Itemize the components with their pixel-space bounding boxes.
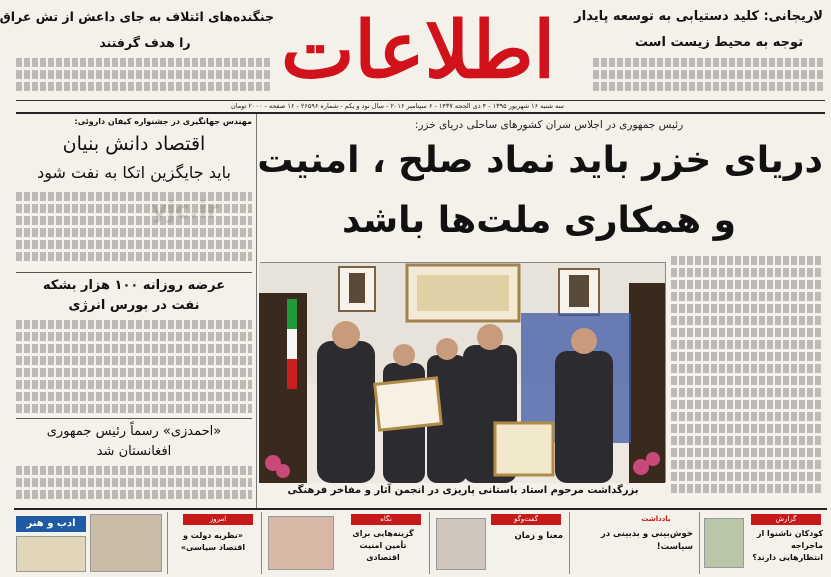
bottom-item-1[interactable]	[699, 512, 827, 574]
bottom-item-5-title: «نظریه دولت و اقتصاد سیاسی»	[180, 531, 246, 552]
left-rule-2	[16, 418, 252, 419]
left-story3-body	[16, 466, 252, 506]
main-photo[interactable]	[260, 262, 666, 482]
left-story2-headline-1[interactable]: عرضه روزانه ۱۰۰ هزار بشکه	[42, 278, 226, 293]
bottom-item-3-thumb	[436, 518, 486, 570]
main-story-body	[671, 256, 823, 502]
left-column-divider	[256, 114, 257, 510]
left-story-headline-2[interactable]: باید جایگزین اتکا به نفت شود	[37, 163, 231, 182]
bottom-item-5[interactable]	[167, 512, 259, 574]
masthead-rule-bottom	[16, 112, 825, 114]
top-right-body	[593, 58, 823, 96]
bottom-item-4-title: گزینه‌هایی برای تأمین امنیت اقتصادی	[352, 529, 414, 562]
bottom-item-3-title: معنا و زمان	[514, 531, 563, 541]
bottom-item-3[interactable]	[429, 512, 567, 574]
main-headline-line-1[interactable]: دریای خزر باید نماد صلح ، امنیت	[257, 140, 823, 181]
bottom-item-6[interactable]	[14, 512, 164, 574]
bottom-item-3-tag: گفت‌وگو	[491, 514, 561, 525]
bottom-item-2[interactable]	[569, 512, 697, 574]
left-story2-body	[16, 320, 252, 416]
top-left-body	[16, 58, 272, 96]
bottom-strip-rule	[14, 508, 827, 510]
bottom-item-4-thumb	[268, 516, 334, 570]
top-left-subhead[interactable]: را هدف گرفتند	[99, 35, 191, 50]
bottom-item-1-title: کودکان ناشنوا از ماجراجه انتظارهایی دارند؟	[752, 529, 823, 562]
left-rule-1	[16, 272, 252, 273]
bottom-item-6-thumb-2	[16, 536, 86, 572]
bottom-item-2-title: خوش‌بینی و بدبینی در سیاست!	[600, 529, 693, 552]
main-headline-line-2[interactable]: و همکاری ملت‌ها باشد	[341, 200, 737, 241]
bottom-item-2-tag: یادداشت	[641, 515, 671, 523]
left-story3-headline-2[interactable]: افغانستان شد	[96, 444, 172, 459]
bottom-item-4-tag: نگاه	[351, 514, 421, 525]
left-story-headline-1[interactable]: اقتصاد دانش بنیان	[62, 133, 206, 155]
main-story-kicker: رئیس جمهوری در اجلاس سران کشورهای ساحلی دریای خزر:	[414, 119, 684, 131]
bottom-item-4[interactable]	[261, 512, 427, 574]
main-photo-caption: بزرگداشت مرحوم استاد باستانی پاریزی در انجمن آثار و مفاخر فرهنگی	[287, 485, 639, 496]
bottom-item-1-thumb	[704, 518, 744, 568]
masthead-info-line: سه شنبه ۱۶ شهریور ۱۳۹۵ - ۴ ذی الحجه ۱۴۳۷ - ۶ سپتامبر ۲۰۱۶ - سال نود و یکم - شماره ۲۶۵۹۶ - ۱۶ صفحه - ۲۰۰۰ تومان	[230, 102, 564, 110]
top-left-headline[interactable]: جنگنده‌های ائتلاف به جای داعش از تش عراق	[0, 9, 274, 24]
left-story3-headline-1[interactable]: «احمدزی» رسماً رئیس جمهوری	[46, 424, 222, 439]
yjc-watermark: yjc.ir	[151, 196, 219, 224]
bottom-item-6-thumb	[90, 514, 162, 572]
bottom-item-6-title: ادب و هنر	[16, 516, 86, 532]
left-story2-headline-2[interactable]: نفت در بورس انرژی	[68, 298, 200, 313]
top-right-headline[interactable]: لاریجانی: کلید دستیابی به توسعه پایدار	[574, 9, 823, 24]
top-right-subhead[interactable]: توجه به محیط زیست است	[634, 35, 804, 50]
bottom-item-5-tag: امروز	[183, 514, 253, 525]
ceremony-photo-illustration	[259, 263, 665, 483]
left-story-body	[16, 192, 252, 270]
masthead-logo: اطلاعات	[280, 5, 556, 96]
left-story-kicker: مهندس جهانگیری در جشنواره کیفان داروئی:	[74, 117, 252, 126]
bottom-item-1-tag: گزارش	[751, 514, 821, 525]
